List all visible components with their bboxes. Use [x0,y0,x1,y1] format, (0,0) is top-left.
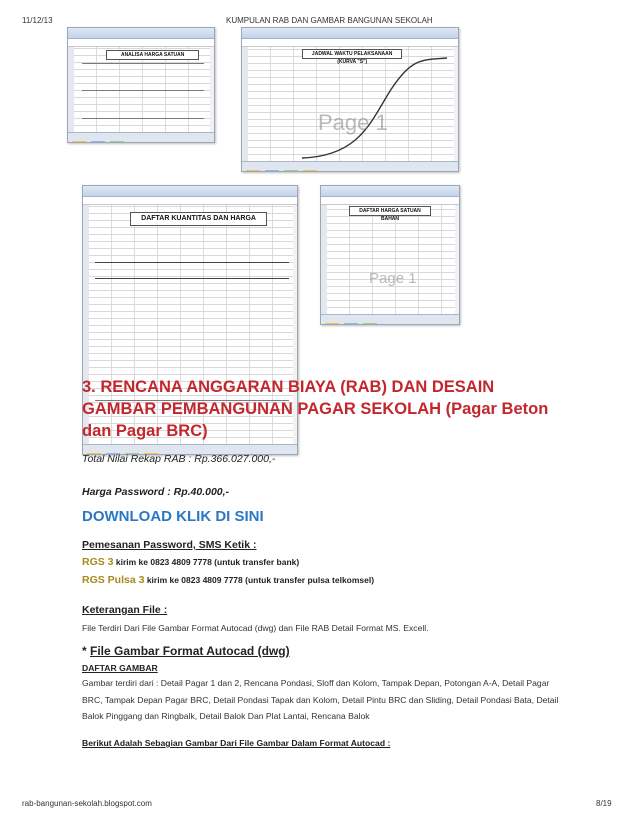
section-heading: 3. RENCANA ANGGARAN BIAYA (RAB) DAN DESAIN GAMBAR PEMBANGUNAN PAGAR SEKOLAH (Pagar Beton dan Pagar BRC) [82,378,549,440]
drawing-list-title: DAFTAR GAMBAR [82,663,158,673]
screenshot-kurva-s[interactable] [241,27,459,172]
footer-url: rab-bangunan-sekolah.blogspot.com [22,799,152,808]
sms-order-pulsa [82,574,374,586]
file-info-text: File Terdiri Dari File Gambar Format Autocad (dwg) dan File RAB Detail Format MS. Excell. [82,623,429,633]
screenshot-harga-satuan-bahan[interactable] [320,185,460,325]
password-price: Harga Password : Rp.40.000,- [82,486,230,498]
thumb-title: DAFTAR KUANTITAS DAN HARGA [130,212,267,226]
sms-text-bank: kirim ke 0823 4809 7778 (untuk transfer bank) [113,557,300,567]
autocad-title [82,644,290,658]
drawing-list-text: Gambar terdiri dari : Detail Pagar 1 dan 2, Rencana Pondasi, Sloff dan Kolom, Tampak Depan, Potongan A-A, Detail Pagar BRC, Tampak Depan Pagar BRC, Detail Pondasi Tapak dan Kolom, Detail Pintu BRC dan Sliding, Detail Pondasi Bata, Detail Balok Pinggang dan Ringbalk, Detail Balok Dan Plat Lantai, Rencana Balok [82,678,559,721]
closing-note: Berikut Adalah Sebagian Gambar Dari File Gambar Dalam Format Autocad : [82,738,391,748]
autocad-title-text: File Gambar Format Autocad (dwg) [90,644,290,658]
print-date: 11/12/13 [22,16,53,25]
page-watermark: Page 1 [318,110,388,135]
file-info-title: Keterangan File : [82,604,168,616]
thumb-title: JADWAL WAKTU PELAKSANAAN (KURVA "S") [302,49,401,59]
thumb-title: DAFTAR HARGA SATUAN BAHAN [349,206,432,216]
total-rab: Total Nilai Rekap RAB : Rp.366.027.000,- [82,453,276,465]
sms-code-bank: RGS 3 [82,556,114,568]
screenshot-analisa-harga-satuan[interactable] [67,27,215,143]
bullet-star: * [82,644,91,658]
download-link[interactable]: DOWNLOAD KLIK DI SINI [82,508,264,525]
print-title: KUMPULAN RAB DAN GAMBAR BANGUNAN SEKOLAH [226,16,433,25]
s-curve-line [242,28,458,171]
sms-text-pulsa: kirim ke 0823 4809 7778 (untuk transfer pulsa telkomsel) [144,575,375,585]
sms-order-bank [82,556,299,568]
page-watermark: Page 1 [369,270,417,287]
order-title: Pemesanan Password, SMS Ketik : [82,539,257,551]
page-number: 8/19 [596,799,612,808]
sms-code-pulsa: RGS Pulsa 3 [82,574,145,586]
thumb-title: ANALISA HARGA SATUAN [106,50,199,60]
